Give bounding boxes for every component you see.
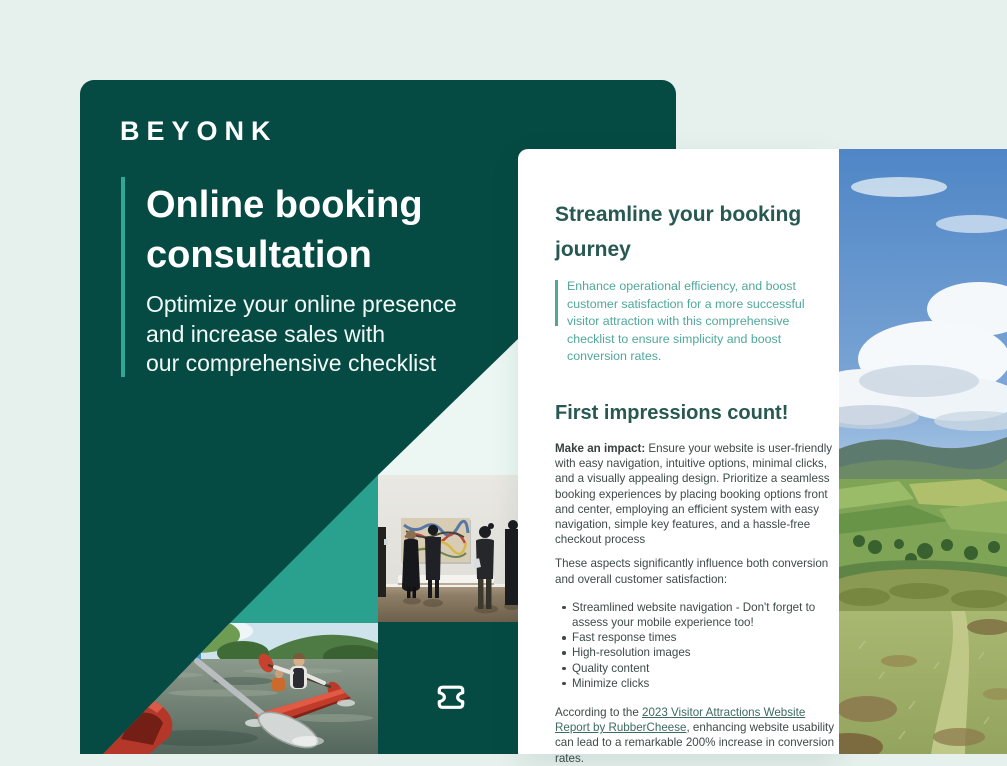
card-title [146,180,423,280]
document-heading: Streamline your booking journey [555,203,802,261]
bullet-dot [562,651,566,655]
card-title-line-2: consultation [146,234,372,276]
citation-before: According to the [555,706,643,720]
bullet-dot [562,636,566,640]
canoe-photo [103,623,378,754]
quote-accent-bar [555,280,558,326]
card-subtitle-line-3: our comprehensive checklist [146,350,437,376]
list-item: High-resolution images [562,645,836,660]
impact-paragraph-body: Ensure your website is user-friendly with easy navigation, intuitive options, minimal clicks, and a visually appealing design. Prioritize a seamless booking experiences by placing booking options front and center, employing an efficient system with easy navigation, simple key features, and a hassle-free checkout process [555,441,833,547]
landscape-photo-art [839,149,1007,754]
list-item: Fast response times [562,630,836,645]
list-item: Minimize clicks [562,676,836,691]
list-item: Streamlined website navigation - Don't forget to assess your mobile experience too! [562,600,836,630]
bullet-dot [562,667,566,671]
impact-paragraph-lead: Make an impact: [555,441,646,455]
checklist-document [518,149,839,765]
intro-quote-text: Enhance operational efficiency, and boost customer satisfaction for a more successful visitor attraction with this comprehensive checklist to ensure simplicity and boost conversion rates. [567,279,805,364]
beyonk-logo: BEYONK [120,116,278,146]
landscape-photo [839,149,1007,754]
card-subtitle-line-1: Optimize your online presence [146,291,457,317]
aspects-list [555,600,836,691]
card-subtitle-line-2: and increase sales with [146,320,386,347]
ticket-icon [434,682,468,712]
intro-quote [555,278,835,366]
card-subtitle [146,290,457,379]
rubbercheese-report-link[interactable]: 2023 Visitor Attractions Website Report by RubberCheese [555,706,806,735]
canoe-photo-art [103,623,378,754]
impact-paragraph [555,441,836,547]
list-item: Quality content [562,661,836,676]
title-accent-bar [121,177,125,377]
card-title-line-1: Online booking [146,184,423,226]
citation-after: , enhancing website usability can lead to a remarkable 200% increase in conversion rates. [555,721,835,765]
section-heading: First impressions count! [555,401,789,424]
bullet-dot [562,682,566,686]
bullet-dot [562,606,566,610]
aspects-paragraph: These aspects significantly influence both conversion and overall customer satisfaction: [555,557,829,586]
teal-triangle-decoration [230,475,378,623]
citation-paragraph [555,705,836,766]
